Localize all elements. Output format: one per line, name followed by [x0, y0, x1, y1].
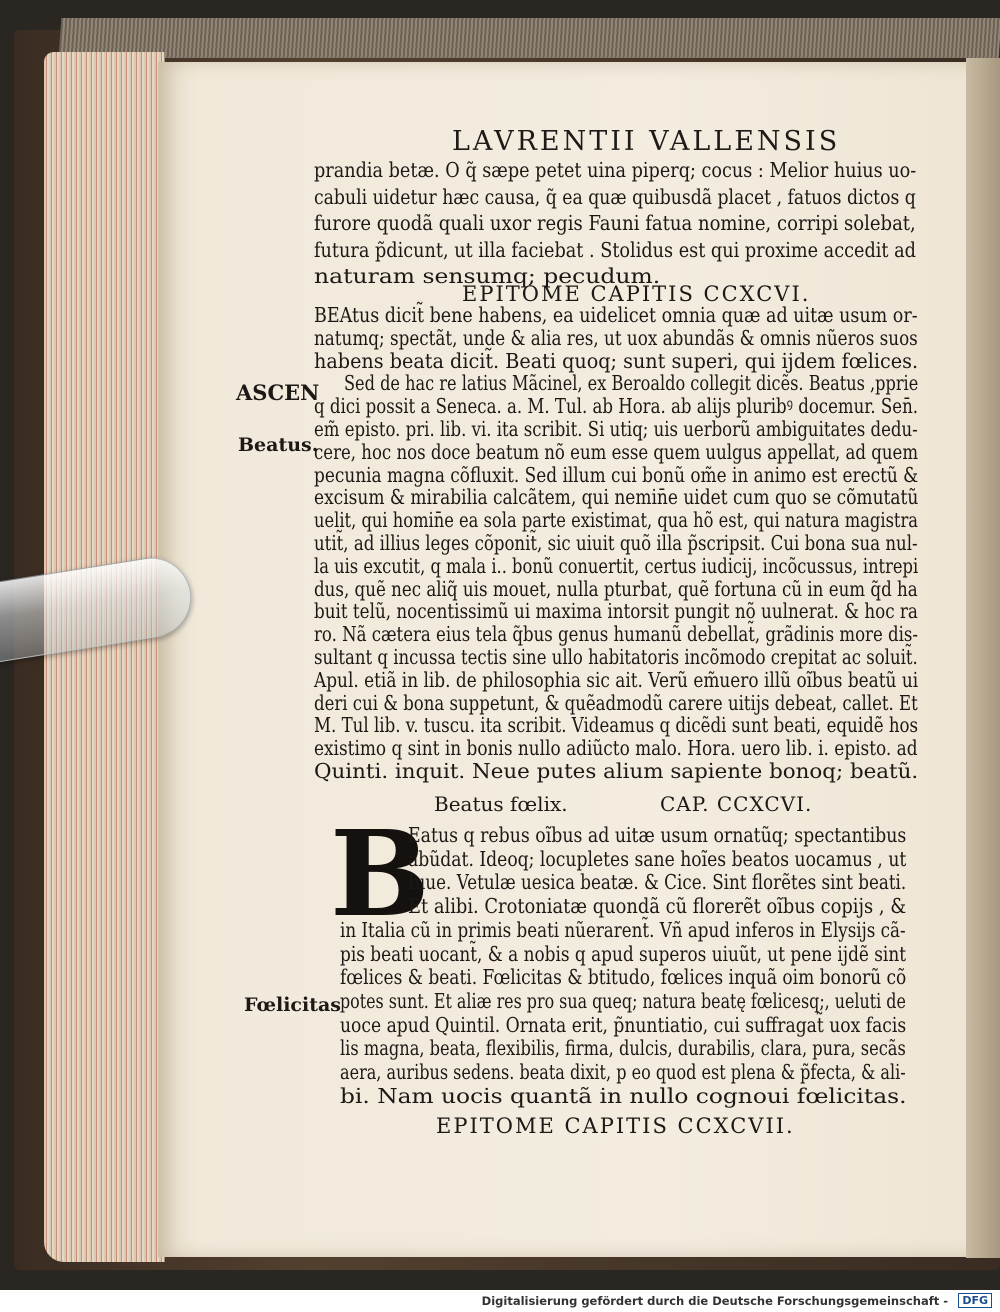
- marginal-note-beatus: Beatus.: [238, 434, 319, 456]
- text-line: lis magna, beata, flexibilis, firma, dulcis, durabilis, clara, pura, secãs: [340, 1036, 906, 1061]
- text-line: potes sunt. Et aliæ res pro sua queq; natura beatę fœlicesq;, ueluti de: [340, 988, 906, 1013]
- text-line: Eatus q rebus oĩbus ad uitæ usum ornatũq; spectantibus: [408, 823, 907, 847]
- text-line: q dici possit a Seneca. a. M. Tul. ab Hora. ab alijs pluribꝰ docemur. Sen̄.: [314, 394, 919, 419]
- marginal-note-ascen: ASCEN: [236, 380, 320, 405]
- footer-bar: [0, 1290, 1000, 1312]
- text-line: deri cui & bona suppetunt, & quẽadmodũ carere uitijs debeat, callet. Et: [314, 690, 918, 715]
- facing-page-edge: [966, 58, 1000, 1258]
- text-line: la uis excutit, q mala i.. bonũ conuertit, certus iudicij, incõcussus, intrepi: [314, 553, 919, 578]
- text-line: M. Tul lib. v. tuscu. ita scribit. Videamus q dicẽdi sunt beati, equidẽ hos: [314, 713, 919, 738]
- text-line: buit telũ, nocentissimũ ui maxima intorsit pungit nõ uulnerat. & hoc ra: [314, 599, 918, 624]
- text-line: utit̃, ad illius leges cõponit̃, sic uiuit quõ illa p̃scripsit. Cui bona sua nul-: [314, 531, 918, 555]
- text-line: Sed de hac re latius Mãcinel, ex Beroaldo collegit dicẽs. Beatus ,pprie: [344, 371, 919, 396]
- text-line: Et alibi. Crotoniatæ quondã cũ florerẽt oĩbus copijs , &: [408, 894, 907, 919]
- page-stack: [44, 52, 165, 1262]
- text-line: prandia betæ. O q̃ sæpe petet uina piperq; cocus : Melior huius uo-: [314, 158, 917, 182]
- funding-credit: Digitalisierung gefördert durch die Deutsche Forschungsgemeinschaft -: [481, 1294, 948, 1308]
- dfg-logo: DFG: [958, 1293, 992, 1308]
- text-line: em̃ episto. pri. lib. vi. ita scribit. Si utiq; uis uerborũ ambiguitates dedu-: [314, 417, 918, 441]
- text-line: pis beati uocant̃, & a nobis q apud superos uiuũt, ut pene ijdẽ sint: [340, 941, 907, 966]
- text-line: in Italia cũ in primis beati nũerarent̃. Vñ apud inferos in Elysijs cã-: [340, 917, 906, 942]
- text-line: natumq; spectãt, unde & alia res, ut uox abundãs & omnis nũeros suos: [314, 325, 918, 350]
- text-line: bi. Nam uocis quantã in nullo cognoui fœlicitas.: [340, 1083, 907, 1108]
- chapter-number: CAP. CCXCVI.: [660, 792, 813, 816]
- book-top-edge: [59, 18, 1000, 58]
- epitome-heading-2: EPITOME CAPITIS CCXCVII.: [436, 1114, 795, 1138]
- text-line: uelit, qui homin̄e ea sola parte existimat, qua hõ est, qui natura magistra: [314, 508, 918, 533]
- text-line: cabuli uidetur hæc causa, q̃ ea quæ quibusdã placet , fatuos dictos q: [314, 184, 916, 209]
- text-line: abũdat. Ideoq; locupletes sane hoĩes beatos uocamus , ut: [408, 846, 907, 871]
- text-line: Quinti. inquit. Neue putes alium sapiente bonoq; beatũ.: [314, 759, 919, 783]
- text-line: naturam sensumq; pecudum.: [314, 264, 661, 288]
- text-line: aera, auribus sedens. beata dixit, p eo quod est plena & p̃fecta, & ali-: [340, 1060, 906, 1084]
- text-line: cere, hoc nos doce beatum nõ eum esse quem uulgus appellat, ad quem: [314, 439, 919, 464]
- text-line: BEAtus dicit̃ bene habens, ea uidelicet omnia quæ ad uitæ usum or-: [314, 303, 918, 327]
- text-line: futura p̃dicunt, ut illa faciebat . Stolidus est qui proxime accedit ad: [314, 237, 916, 262]
- text-line: habens beata dicit̃. Beati quoq; sunt superi, qui ijdem fœlices.: [314, 348, 919, 373]
- marginal-note-foelicitas: Fœlicitas: [244, 994, 341, 1016]
- text-line: sultant q incussa tectis sine ullo habitatoris incõmodo crepitat ac soluit̃.: [314, 645, 918, 669]
- drop-cap-initial: B: [330, 804, 430, 943]
- text-line: uoce apud Quintil. Ornata erit, p̃nuntiatio, cui suffragat̃ uox facis: [340, 1012, 907, 1037]
- text-line: Iuue. Vetulæ uesica beatæ. & Cice. Sint florẽtes sint beati.: [408, 870, 907, 895]
- text-line: pecunia magna cõfluxit. Sed illum cui bonũ om̃e in animo est erectũ &: [314, 462, 919, 487]
- epitome-heading-1: EPITOME CAPITIS CCXCVI.: [462, 282, 811, 306]
- text-line: fœlices & beati. Fœlicitas & btitudo, fœlices inquã oim bonorũ cõ: [340, 965, 907, 990]
- text-line: excisum & mirabilia calcãtem, qui nemin̄e uidet cum quo se cõmutatũ: [314, 485, 919, 510]
- chapter-subheading: Beatus fœlix.: [434, 792, 568, 816]
- text-line: Apul. etiã in lib. de philosophia sic ait. Verũ em̃uero illũ oĩbus beatũ ui: [314, 667, 919, 692]
- text-line: dus, quẽ nec aliq̃ uis mouet, nulla pturbat, quẽ fortuna cũ in eum q̃d ha: [314, 576, 918, 601]
- text-line: furore quodã quali uxor regis Fauni fatua nomine, corripi solebat,: [314, 211, 916, 235]
- text-line: existimo q sint in bonis nullo adiũcto malo. Hora. uero lib. i. episto. ad: [314, 736, 918, 761]
- text-line: ro. Nã cætera eius tela q̃bus genus humanũ debellat̃, grãdinis more dis-: [314, 622, 919, 647]
- running-header: LAVRENTII VALLENSIS: [452, 126, 841, 157]
